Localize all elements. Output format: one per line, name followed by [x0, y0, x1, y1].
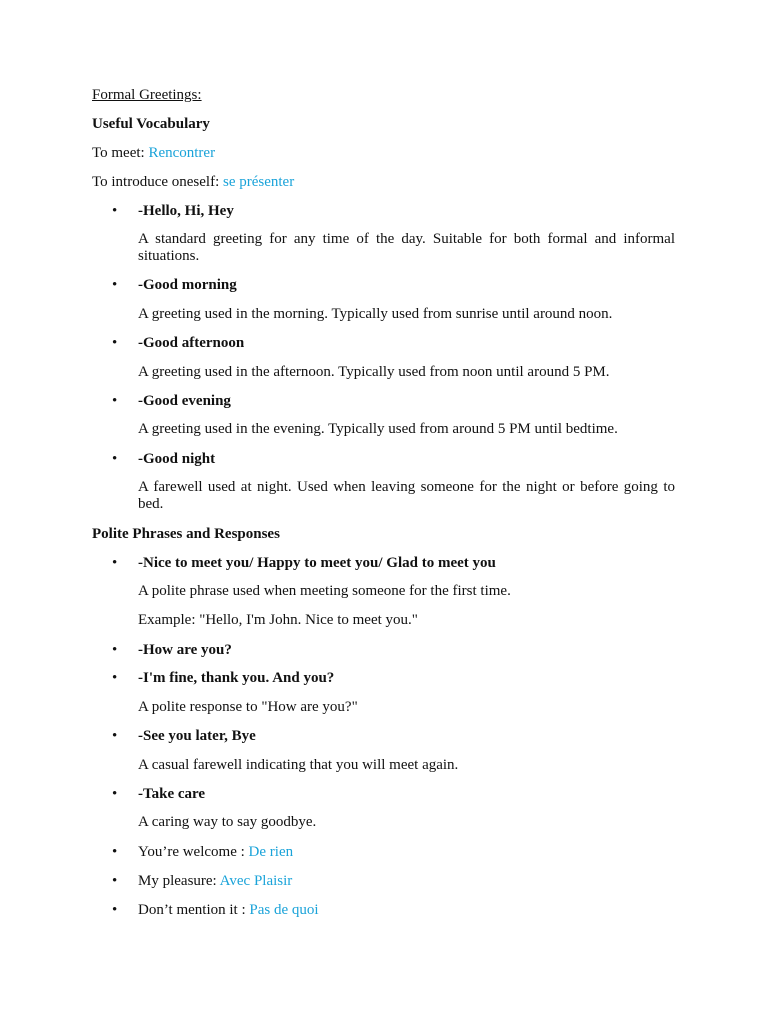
- greeting-description: A greeting used in the evening. Typically used from around 5 PM until bedtime.: [138, 421, 618, 437]
- thanks-french: Pas de quoi: [249, 902, 319, 918]
- greeting-term: -Hello, Hi, Hey: [138, 203, 234, 219]
- vocab-label: To meet:: [92, 145, 149, 161]
- bullet-icon: •: [112, 335, 118, 351]
- vocab-label: To introduce oneself:: [92, 174, 223, 190]
- phrase-term: -I'm fine, thank you. And you?: [138, 670, 335, 686]
- greeting-description: A greeting used in the afternoon. Typically used from noon until around 5 PM.: [138, 364, 610, 380]
- phrase-description: A polite response to "How are you?": [138, 699, 358, 715]
- bullet-icon: •: [112, 873, 118, 889]
- bullet-icon: •: [112, 902, 118, 918]
- thanks-label: Don’t mention it :: [138, 902, 250, 918]
- bullet-icon: •: [112, 844, 118, 860]
- thanks-french: Avec Plaisir: [219, 873, 293, 889]
- thanks-item: [138, 872, 292, 890]
- bullet-icon: •: [112, 393, 118, 409]
- greeting-term: -Good afternoon: [138, 335, 245, 351]
- bullet-icon: •: [112, 670, 118, 686]
- bullet-icon: •: [112, 728, 118, 744]
- phrase-term: -Nice to meet you/ Happy to meet you/ Glad to meet you: [138, 555, 496, 571]
- thanks-item: [138, 901, 319, 919]
- bullet-icon: •: [112, 555, 118, 571]
- phrase-description: A casual farewell indicating that you will meet again.: [138, 757, 459, 773]
- greeting-description: A standard greeting for any time of the day. Suitable for both formal and informal situations.: [138, 231, 675, 264]
- page-heading: Formal Greetings:: [92, 87, 202, 103]
- section-title-vocabulary: Useful Vocabulary: [92, 116, 210, 132]
- vocab-item: [92, 144, 215, 162]
- phrase-term: -How are you?: [138, 642, 232, 658]
- thanks-item: [138, 843, 293, 861]
- greeting-term: -Good night: [138, 451, 216, 467]
- greeting-term: -Good evening: [138, 393, 231, 409]
- bullet-icon: •: [112, 786, 118, 802]
- greeting-description: A farewell used at night. Used when leaving someone for the night or before going to bed.: [138, 479, 675, 512]
- vocab-french: Rencontrer: [148, 145, 216, 161]
- phrase-description: A caring way to say goodbye.: [138, 814, 317, 830]
- bullet-icon: •: [112, 451, 118, 467]
- section-title-polite-phrases: Polite Phrases and Responses: [92, 526, 280, 542]
- phrase-description: A polite phrase used when meeting someone for the first time.: [138, 583, 511, 599]
- bullet-icon: •: [112, 203, 118, 219]
- greeting-description: A greeting used in the morning. Typically used from sunrise until around noon.: [138, 306, 613, 322]
- thanks-label: My pleasure:: [138, 873, 220, 889]
- thanks-french: De rien: [248, 844, 294, 860]
- vocab-item: [92, 173, 294, 191]
- vocab-french: se présenter: [223, 174, 295, 190]
- bullet-icon: •: [112, 642, 118, 658]
- bullet-icon: •: [112, 277, 118, 293]
- phrase-term: -Take care: [138, 786, 206, 802]
- thanks-label: You’re welcome :: [138, 844, 249, 860]
- phrase-term: -See you later, Bye: [138, 728, 256, 744]
- phrase-example: Example: "Hello, I'm John. Nice to meet you.": [138, 612, 418, 628]
- greeting-term: -Good morning: [138, 277, 237, 293]
